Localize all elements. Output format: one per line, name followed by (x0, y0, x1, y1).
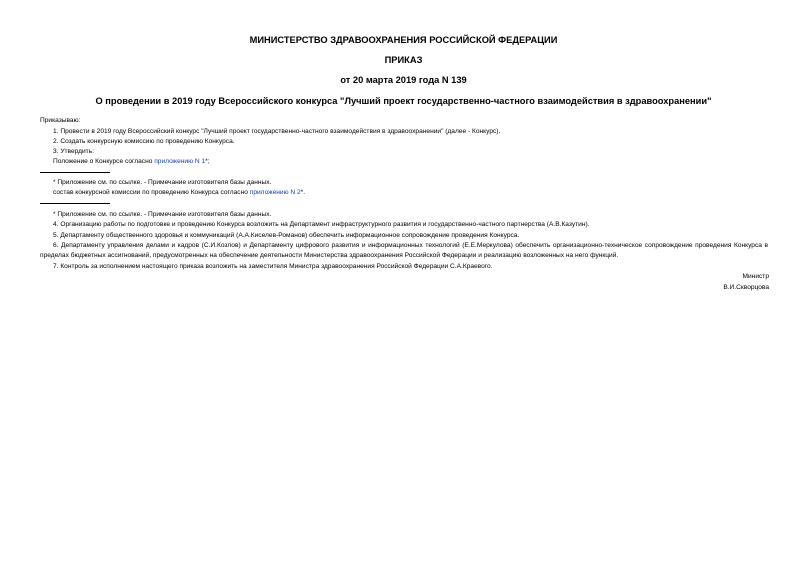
paragraph-3: 3. Утвердить: (53, 148, 94, 155)
paragraph-1: 1. Провести в 2019 году Всероссийский конкурс "Лучший проект государственно-частного взаимодействия в здравоохранении" (далее - Конкурс). (53, 128, 501, 135)
paragraph-3a-text: Положение о Конкурсе согласно (53, 158, 155, 165)
paragraph-3b-text: состав конкурсной комиссии по проведению Конкурса согласно (53, 189, 250, 196)
paragraph-3a (53, 157, 210, 166)
intro-text: Приказываю: (40, 117, 81, 124)
paragraph-4: 4. Организацию работы по подготовке и проведению Конкурса возложить на Департамент инфраструктурного развития и государственно-частного партнерства (А.В.Казутин). (53, 221, 590, 228)
paragraph-5: 5. Департаменту общественного здоровья и коммуникаций (А.А.Киселев-Романов) обеспечить информационное сопровождение проведения Конкурса. (53, 232, 520, 239)
paragraph-6: 6. Департаменту управления делами и кадров (С.И.Козлов) и Департаменту цифрового развития и информационных технологий (Е.Е.Меркулова) обеспечить организационно-техническое сопровождение проведения Конкурса в пределах бюджетных ассигнований, предусмотренных на обеспечение деятельности Министерства здравоохранения Российской Федерации и реализацию возложенных на него функций. (40, 242, 768, 259)
paragraph-3a-suffix: *; (205, 158, 210, 165)
appendix-2-link[interactable]: приложению N 2 (249, 189, 301, 196)
document-type: ПРИКАЗ (384, 55, 423, 65)
footnote-1: * Приложение см. по ссылке. - Примечание изготовителя базы данных. (53, 179, 272, 186)
paragraph-3b (53, 188, 305, 197)
paragraph-2: 2. Создать конкурсную комиссию по проведению Конкурса. (53, 138, 235, 145)
document-date-number: от 20 марта 2019 года N 139 (340, 75, 467, 85)
footnote-separator-2 (40, 203, 110, 204)
ministry-heading: МИНИСТЕРСТВО ЗДРАВООХРАНЕНИЯ РОССИЙСКОЙ ФЕДЕРАЦИИ (249, 35, 558, 45)
paragraph-3b-suffix: *. (300, 189, 306, 196)
signature-position: Министр (742, 273, 769, 280)
footnote-2: * Приложение см. по ссылке. - Примечание изготовителя базы данных. (53, 211, 272, 218)
signature-name: В.И.Скворцова (723, 284, 769, 291)
footnote-separator-1 (40, 172, 110, 173)
paragraph-7: 7. Контроль за исполнением настоящего приказа возложить на заместителя Министра здравоохранения Российской Федерации С.А.Краевого. (53, 263, 493, 270)
appendix-1-link[interactable]: приложению N 1 (154, 158, 206, 165)
document-title: О проведении в 2019 году Всероссийского конкурса "Лучший проект государственно-частного взаимодействия в здравоохранении" (95, 96, 712, 106)
